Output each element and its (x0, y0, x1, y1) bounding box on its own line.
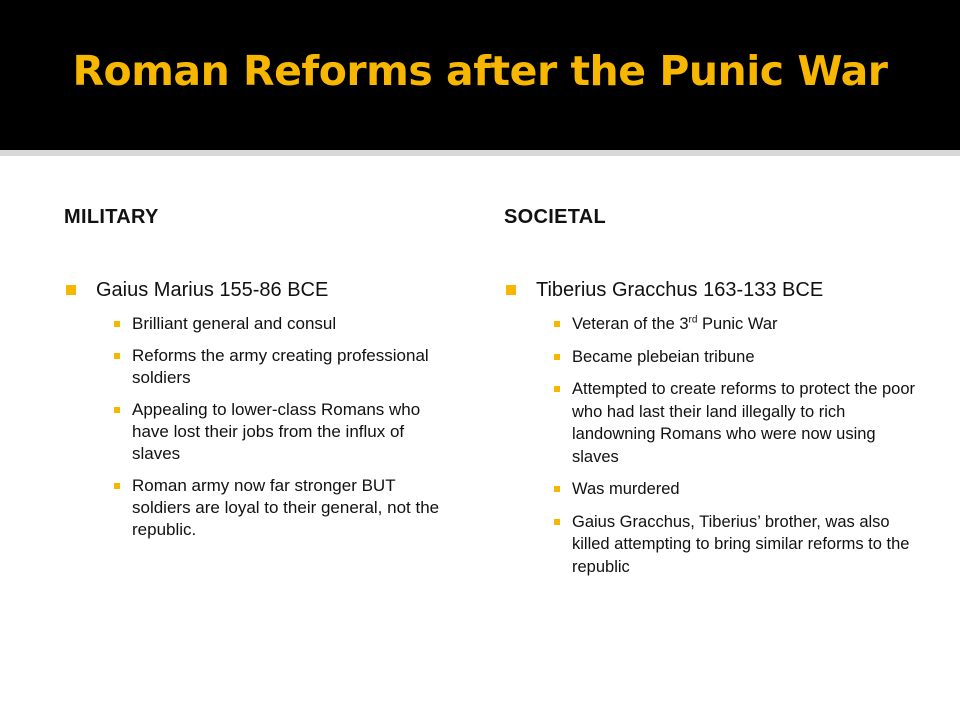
list-item (552, 511, 924, 579)
square-bullet-icon (554, 321, 560, 327)
list-item-text: Became plebeian tribune (572, 347, 755, 366)
main-bullet-tiberius (504, 277, 924, 303)
title-divider (0, 150, 960, 156)
list-item (112, 399, 454, 465)
veteran-text-pre: Veteran of the 3 (572, 315, 689, 333)
main-bullet-text: Gaius Marius 155-86 BCE (96, 279, 329, 301)
veteran-text-post: Punic War (697, 315, 778, 333)
list-item-text: Brilliant general and consul (132, 314, 337, 333)
list-item-text: Attempted to create reforms to protect the poor who had last their land illegally to rich landowning Romans who were now using slaves (572, 380, 916, 466)
list-item-text: Roman army now far stronger BUT soldiers are loyal to their general, not the republic. (132, 476, 440, 539)
list-item-text (572, 313, 778, 336)
list-item-text: Gaius Gracchus, Tiberius’ brother, was also killed attempting to bring similar reforms to the republic (572, 512, 910, 576)
societal-heading: SOCIETAL (504, 206, 607, 228)
square-bullet-icon (66, 285, 76, 295)
ordinal-suffix: rd (688, 314, 698, 326)
list-item (552, 313, 924, 336)
list-item-text: Was murdered (572, 480, 680, 498)
tiberius-sub-list (504, 313, 924, 578)
square-bullet-icon (554, 386, 560, 392)
main-bullet-text: Tiberius Gracchus 163-133 BCE (536, 279, 824, 301)
square-bullet-icon (554, 519, 560, 525)
list-item (112, 345, 454, 389)
square-bullet-icon (114, 321, 120, 327)
societal-column (504, 200, 924, 588)
square-bullet-icon (114, 353, 120, 359)
slide-title: Roman Reforms after the Punic War (72, 47, 888, 95)
military-heading: MILITARY (64, 206, 159, 228)
square-bullet-icon (554, 486, 560, 492)
military-column (64, 200, 454, 551)
square-bullet-icon (506, 285, 516, 295)
main-bullet-marius (64, 277, 454, 303)
list-item (552, 478, 924, 501)
list-item (552, 378, 924, 468)
marius-sub-list (64, 313, 454, 541)
list-item-text: Appealing to lower-class Romans who have lost their jobs from the influx of slaves (132, 400, 421, 463)
square-bullet-icon (554, 354, 560, 360)
list-item (112, 313, 454, 335)
square-bullet-icon (114, 407, 120, 413)
title-bar (0, 0, 960, 150)
list-item-text: Reforms the army creating professional soldiers (132, 346, 429, 387)
list-item (552, 346, 924, 369)
square-bullet-icon (114, 483, 120, 489)
list-item (112, 475, 454, 541)
